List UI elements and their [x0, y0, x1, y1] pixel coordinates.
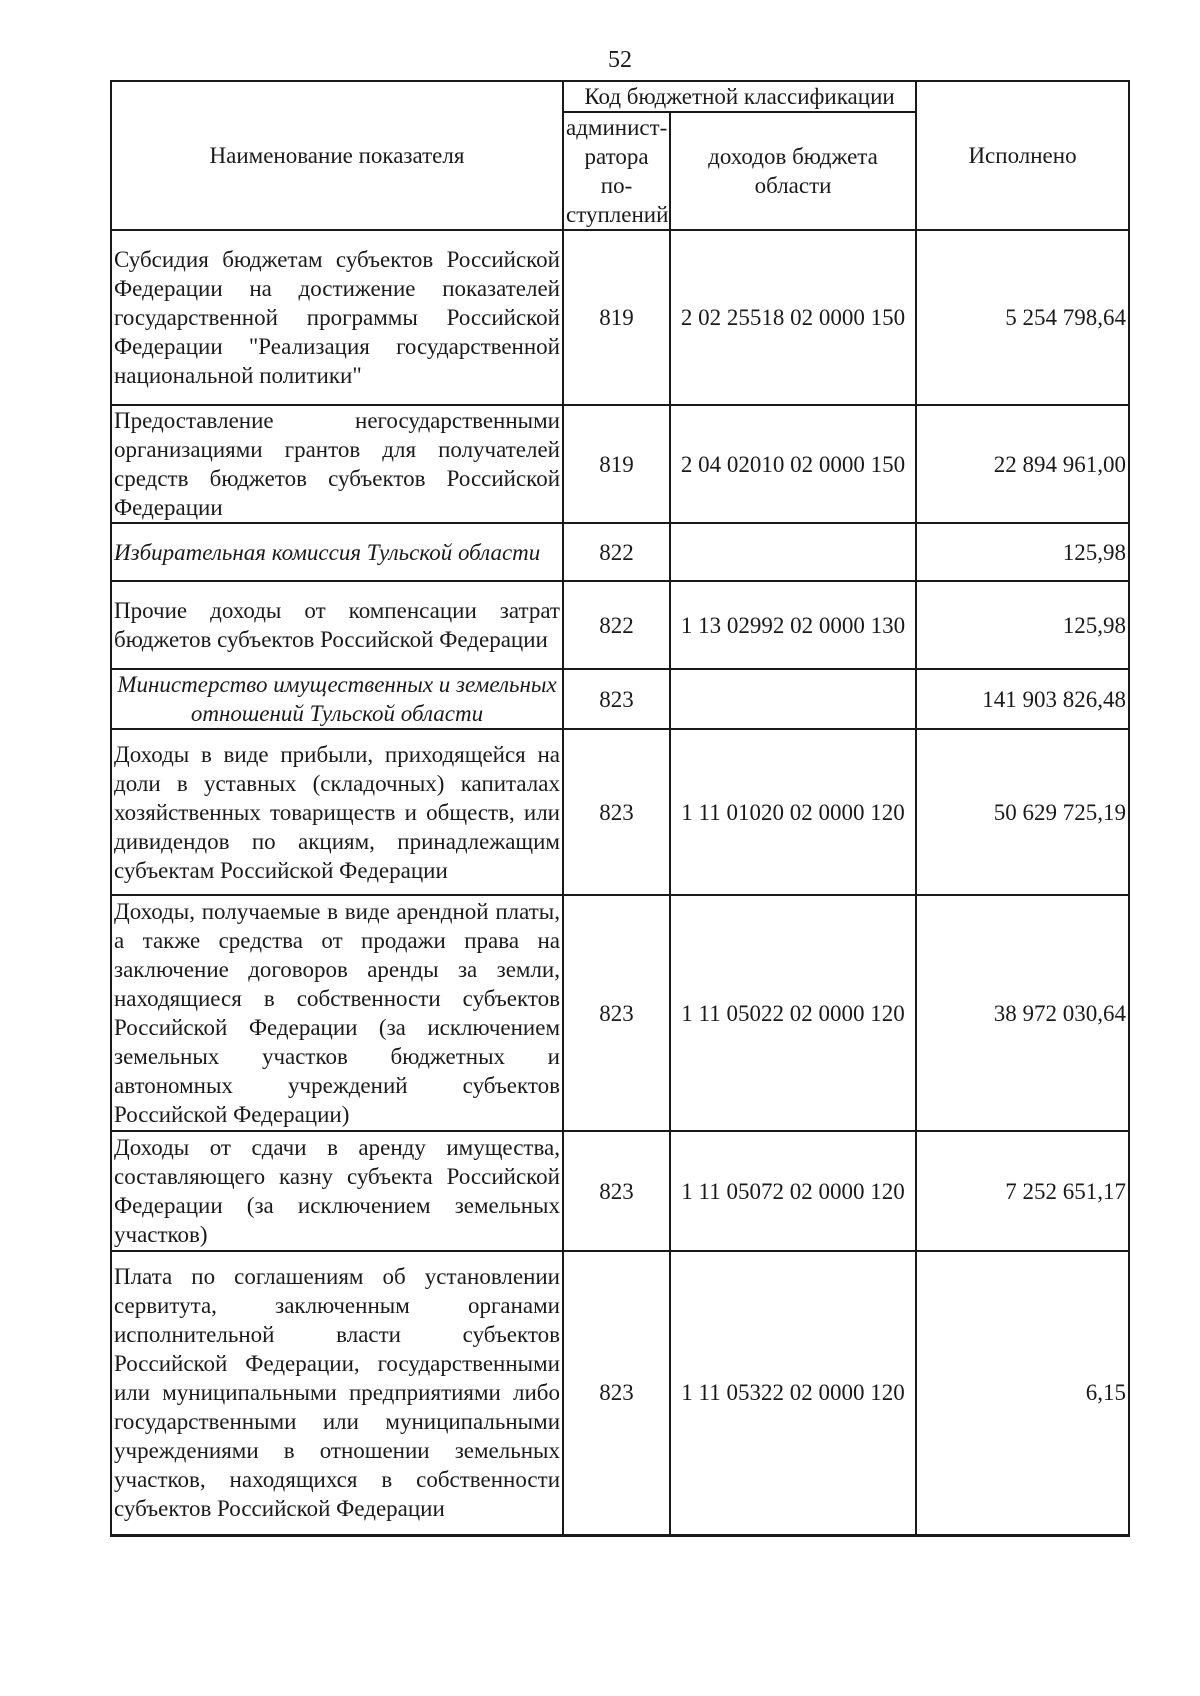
row-name: Субсидия бюджетам субъектов Российской Федерации на достижение показателей государственной программы Российской Федерации "Реализация государственной национальной политики" [111, 230, 563, 405]
row-name: Доходы в виде прибыли, приходящейся на доли в уставных (складочных) капиталах хозяйственных товариществ и обществ, или дивидендов по акциям, принадлежащим субъектам Российской Федерации [111, 729, 563, 895]
row-name: Избирательная комиссия Тульской области [111, 523, 563, 581]
row-executed: 38 972 030,64 [916, 895, 1129, 1131]
table-row [111, 729, 1129, 895]
table-row [111, 405, 1129, 523]
row-admin-code: 823 [563, 669, 670, 729]
page-number: 52 [608, 47, 632, 73]
table-row [111, 1131, 1129, 1251]
row-executed: 141 903 826,48 [916, 669, 1129, 729]
row-admin-code: 822 [563, 581, 670, 669]
row-revenue-code [670, 669, 916, 729]
row-executed: 7 252 651,17 [916, 1131, 1129, 1251]
row-name: Предоставление негосударственными организациями грантов для получателей средств бюджетов субъектов Российской Федерации [111, 405, 563, 523]
row-revenue-code: 1 11 05022 02 0000 120 [670, 895, 916, 1131]
row-admin-code: 823 [563, 1131, 670, 1251]
row-name: Доходы, получаемые в виде арендной платы, а также средства от продажи права на заключение договоров аренды за земли, находящиеся в собственности субъектов Российской Федерации (за исключением земельных участков бюджетных и автономных учреждений субъектов Российской Федерации) [111, 895, 563, 1131]
row-admin-code: 823 [563, 1251, 670, 1535]
table-row [111, 895, 1129, 1131]
row-revenue-code: 1 11 05072 02 0000 120 [670, 1131, 916, 1251]
row-admin-code: 819 [563, 230, 670, 405]
row-executed: 125,98 [916, 523, 1129, 581]
row-admin-code: 823 [563, 895, 670, 1131]
row-revenue-code: 2 02 25518 02 0000 150 [670, 230, 916, 405]
row-admin-code: 822 [563, 523, 670, 581]
row-admin-code: 819 [563, 405, 670, 523]
row-revenue-code: 1 13 02992 02 0000 130 [670, 581, 916, 669]
header-administrator: админист-ратора по-ступлений [563, 112, 670, 230]
row-executed: 125,98 [916, 581, 1129, 669]
row-executed: 5 254 798,64 [916, 230, 1129, 405]
row-revenue-code [670, 523, 916, 581]
row-name: Министерство имущественных и земельных отношений Тульской области [111, 669, 563, 729]
header-budget-revenues: доходов бюджета области [670, 112, 916, 230]
row-name: Прочие доходы от компенсации затрат бюджетов субъектов Российской Федерации [111, 581, 563, 669]
table-row [111, 581, 1129, 669]
row-name: Доходы от сдачи в аренду имущества, составляющего казну субъекта Российской Федерации (за исключением земельных участков) [111, 1131, 563, 1251]
row-admin-code: 823 [563, 729, 670, 895]
row-executed: 50 629 725,19 [916, 729, 1129, 895]
header-executed: Исполнено [916, 81, 1129, 230]
header-budget-classification: Код бюджетной классификации [563, 81, 916, 112]
table-row [111, 523, 1129, 581]
table-header-row [111, 81, 1129, 112]
table-row [111, 1251, 1129, 1535]
row-executed: 22 894 961,00 [916, 405, 1129, 523]
row-revenue-code: 1 11 01020 02 0000 120 [670, 729, 916, 895]
row-executed: 6,15 [916, 1251, 1129, 1535]
revenue-table [110, 80, 1130, 1537]
row-revenue-code: 1 11 05322 02 0000 120 [670, 1251, 916, 1535]
row-revenue-code: 2 04 02010 02 0000 150 [670, 405, 916, 523]
table-row [111, 669, 1129, 729]
header-indicator-name: Наименование показателя [111, 81, 563, 230]
table-row [111, 230, 1129, 405]
row-name: Плата по соглашениям об установлении сервитута, заключенным органами исполнительной власти субъектов Российской Федерации, государственными или муниципальными предприятиями либо государственными или муниципальными учреждениями в отношении земельных участков, находящихся в собственности субъектов Российской Федерации [111, 1251, 563, 1535]
